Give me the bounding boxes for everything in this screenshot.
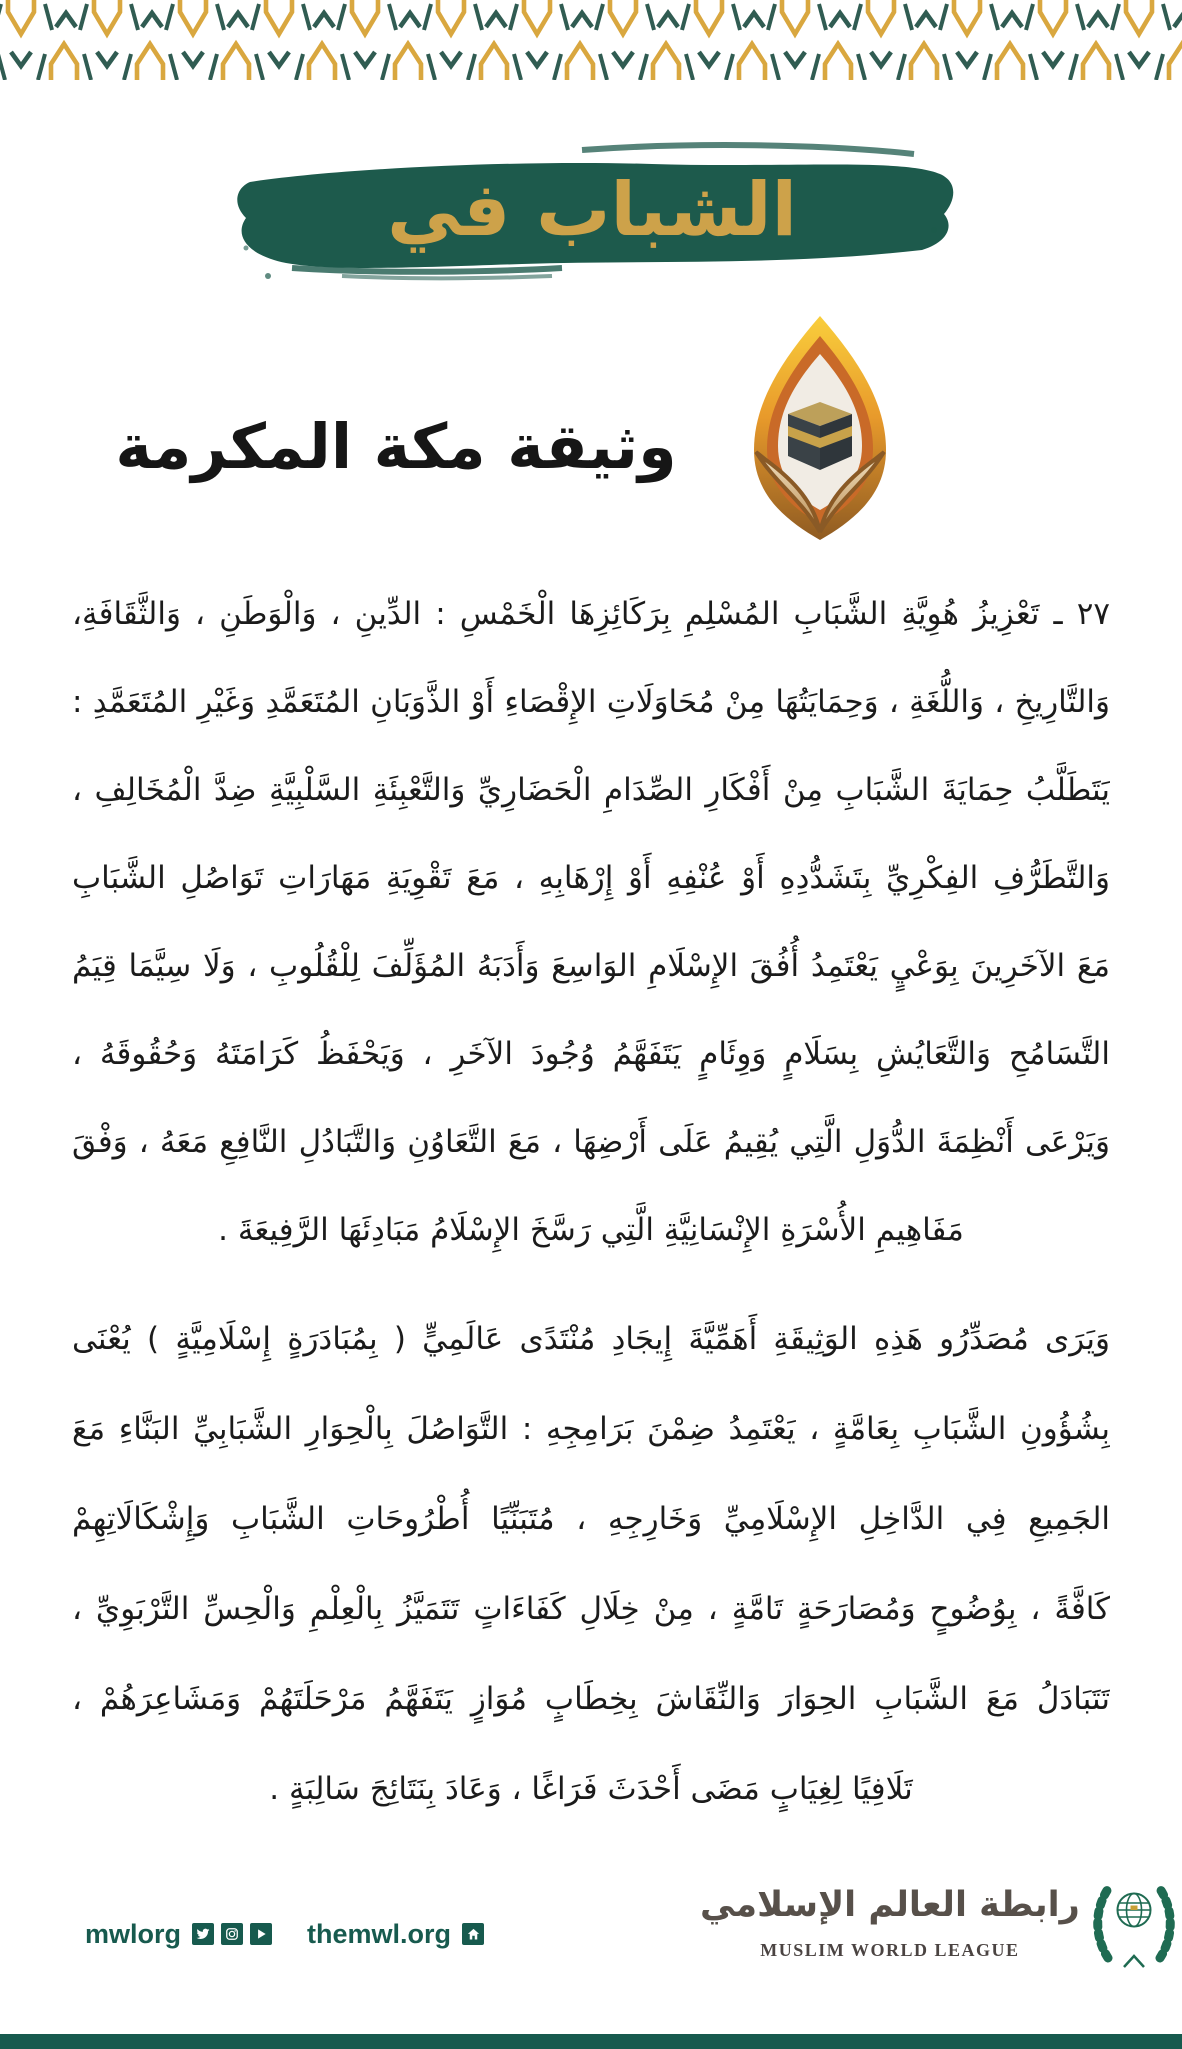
text-line: وَالتَّطَرُّفِ الفِكْرِيِّ بِتَشَدُّدِهِ أَوْ عُنْفِهِ أَوْ إِرْهَابِهِ ، مَعَ تَقْوِيَةِ مَهَارَاتِ تَوَاصُلِ الشَّبَابِ xyxy=(72,860,1110,896)
text-line: بِشُؤُونِ الشَّبَابِ بِعَامَّةٍ ، يَعْتَمِدُ ضِمْنَ بَرَامِجِهِ : التَّوَاصُلَ بِالْحِوَارِ الشَّبَابِيِّ البَنَّاءِ مَعَ xyxy=(72,1411,1110,1447)
home-icon[interactable] xyxy=(462,1923,484,1945)
text-line: الجَمِيعِ فِي الدَّاخِلِ الإِسْلَامِيِّ وَخَارِجِهِ ، مُتَبَنِّيًا أُطْرُوحَاتِ الشَّبَابِ وَإِشْكَالَاتِهِمْ xyxy=(72,1501,1110,1537)
title-banner xyxy=(222,130,962,290)
mwl-arabic-wordmark: رابطة العالم الإسلامي xyxy=(700,1885,1080,1925)
charter-wordmark: وثيقة مكة المكرمة xyxy=(115,409,677,483)
text-line: مَعَ الآخَرِينَ بِوَعْيٍ يَعْتَمِدُ أُفُقَ الإِسْلَامِ الوَاسِعَ وَأَدَبَهُ المُؤَلِّفَ لِلْقُلُوبِ ، وَلَا سِيَّمَا قِيَمُ xyxy=(72,948,1110,984)
kaaba-flame-book-emblem-icon xyxy=(740,314,900,542)
text-line: مَفَاهِيمِ الأُسْرَةِ الإِنْسَانِيَّةِ الَّتِي رَسَّخَ الإِسْلَامُ مَبَادِئَهَا الرَّفِيعَةَ . xyxy=(218,1212,964,1248)
social-handle[interactable]: mwlorg xyxy=(85,1918,182,1949)
mwl-logo xyxy=(700,1874,1176,1970)
text-line: تَتَبَادَلُ مَعَ الشَّبَابِ الحِوَارَ وَالنِّقَاشَ بِخِطَابٍ مُوَازٍ يَتَفَهَّمُ مَرْحَلَتَهُمْ وَمَشَاعِرَهُمْ ، xyxy=(72,1681,1110,1717)
twitter-icon[interactable] xyxy=(192,1923,214,1945)
charter-closing-paragraph xyxy=(72,1294,1110,1834)
text-line: وَالتَّارِيخِ ، وَاللُّغَةِ ، وَحِمَايَتُهَا مِنْ مُحَاوَلَاتِ الإِقْصَاءِ أَوْ الذَّوَبَانِ المُتَعَمَّدِ وَغَيْرِ المُتَعَمَّدِ : xyxy=(72,684,1110,720)
instagram-icon[interactable] xyxy=(221,1923,243,1945)
mwl-english-wordmark: MUSLIM WORLD LEAGUE xyxy=(760,1940,1020,1960)
text-line: يَتَطَلَّبُ حِمَايَةَ الشَّبَابِ مِنْ أَفْكَارِ الصِّدَامِ الْحَضَارِيِّ وَالتَّعْبِئَةِ السَّلْبِيَّةِ ضِدَّ الْمُخَالِفِ ، xyxy=(72,772,1110,808)
text-line: وَيَرَى مُصَدِّرُو هَذِهِ الوَثِيقَةِ أَهَمِّيَّةَ إِيجَادِ مُنْتَدًى عَالَمِيٍّ ( بِمُبَادَرَةٍ إِسْلَامِيَّةٍ ) يُعْنَى xyxy=(72,1321,1110,1357)
text-line: ٢٧ ـ تَعْزِيزُ هُوِيَّةِ الشَّبَابِ المُسْلِمِ بِرَكَائِزِهَا الْخَمْسِ : الدِّينِ ، وَالْوَطَنِ ، وَالثَّقَافَةِ، xyxy=(72,596,1110,632)
website-link[interactable]: themwl.org xyxy=(307,1918,452,1949)
charter-article-27 xyxy=(72,570,1110,1274)
text-line: التَّسَامُحِ وَالتَّعَايُشِ بِسَلَامٍ وَوِئَامٍ يَتَفَهَّمُ وُجُودَ الآخَرِ ، وَيَحْفَظُ كَرَامَتَهُ وَحُقُوقَهُ ، xyxy=(72,1036,1110,1072)
text-line: وَيَرْعَى أَنْظِمَةَ الدُّوَلِ الَّتِي يُقِيمُ عَلَى أَرْضِهَا ، مَعَ التَّعَاوُنِ وَالتَّبَادُلِ النَّافِعِ مَعَهُ ، وَفْقَ xyxy=(72,1124,1110,1160)
footer-social-bar xyxy=(85,1917,484,1951)
banner-title: الشباب في xyxy=(387,167,797,253)
bottom-accent-strip xyxy=(0,2034,1182,2049)
youtube-icon[interactable] xyxy=(250,1923,272,1945)
text-line: كَافَّةً ، بِوُضُوحٍ وَمُصَارَحَةٍ تَامَّةٍ ، مِنْ خِلَالِ كَفَاءَاتٍ تَتَمَيَّزُ بِالْعِلْمِ وَالْحِسِّ التَّرْبَوِيِّ ، xyxy=(72,1591,1110,1627)
hexagon-chevron-pattern-icon xyxy=(0,0,1182,80)
text-line: تَلَافِيًا لِغِيَابٍ مَضَى أَحْدَثَ فَرَاغًا ، وَعَادَ بِنَتَائِجَ سَالِبَةٍ . xyxy=(269,1771,913,1807)
mwl-wordmark xyxy=(700,1874,1080,1961)
laurel-globe-emblem-icon xyxy=(1092,1874,1176,1970)
